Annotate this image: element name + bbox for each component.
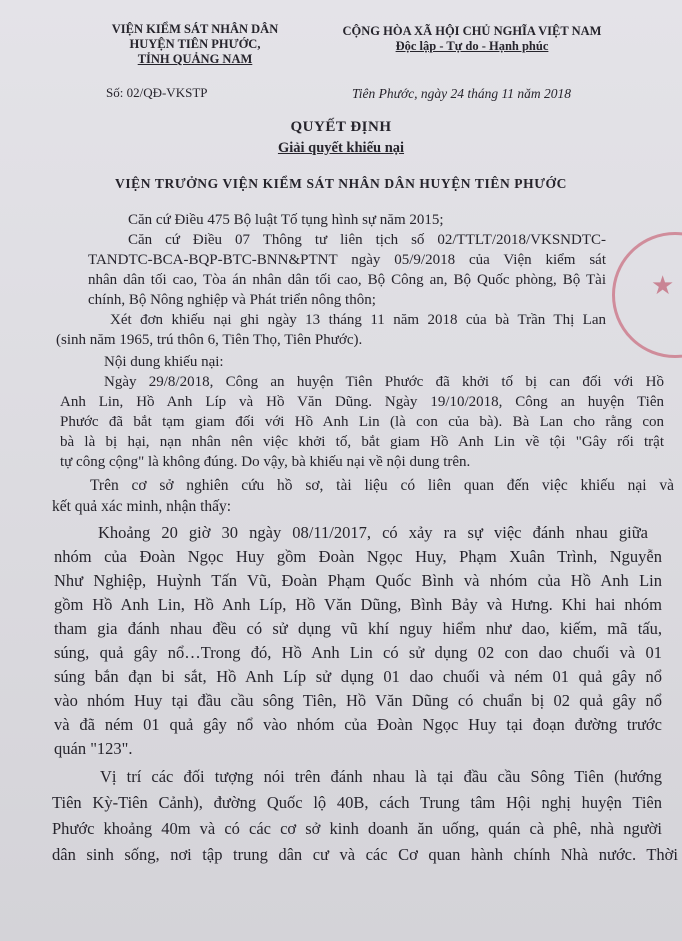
national-header	[322, 24, 622, 54]
agency-line-3: TỈNH QUẢNG NAM	[137, 52, 253, 66]
issuer-title: VIỆN TRƯỞNG VIỆN KIỂM SÁT NHÂN DÂN HUYỆN TIÊN PHƯỚC	[114, 176, 568, 191]
body-line: Anh Lin, Hồ Anh Líp và Hồ Văn Dũng. Ngày 19/10/2018, Công an huyện Tiên	[60, 394, 664, 410]
body-line: Căn cứ Điều 475 Bộ luật Tố tụng hình sự năm 2015;	[128, 212, 444, 228]
document-number: Số: 02/QĐ-VKSTP	[106, 85, 208, 100]
national-motto: Độc lập - Tự do - Hạnh phúc	[395, 39, 549, 53]
body-line: dân sinh sống, nơi tập trung dân cư và các Cơ quan hành chính Nhà nước. Thời	[52, 845, 678, 864]
issuing-agency	[90, 22, 300, 67]
red-seal-star-icon: ★	[612, 232, 682, 358]
body-line: nhân dân tối cao, Tòa án nhân dân tối cao, Bộ Công an, Bộ Quốc phòng, Bộ Tài	[88, 272, 606, 288]
body-line: Như Nghiệp, Huỳnh Tấn Vũ, Đoàn Phạm Quốc Bình và nhóm của Hồ Anh Lin	[54, 571, 662, 590]
body-line: Ngày 29/8/2018, Công an huyện Tiên Phước đã khởi tố bị can đối với Hồ	[104, 374, 664, 390]
body-line: súng, quả gây nổ…Trong đó, Hồ Anh Lin có sử dụng 02 con dao chuối và 01	[54, 643, 662, 662]
body-line: Vị trí các đối tượng nói trên đánh nhau là tại đầu cầu Sông Tiên (hướng	[100, 767, 662, 786]
body-line: kết quả xác minh, nhận thấy:	[52, 498, 232, 515]
document-subtitle: Giải quyết khiếu nại	[277, 140, 405, 156]
body-line: Xét đơn khiếu nại ghi ngày 13 tháng 11 năm 2018 của bà Trần Thị Lan	[110, 312, 606, 328]
body-line: súng bắn đạn bi sắt, Hồ Anh Líp sử dụng 01 dao chuối và ném 01 quả gây nổ	[54, 667, 662, 686]
body-line: Khoảng 20 giờ 30 ngày 08/11/2017, có xảy ra sự việc đánh nhau giữa	[98, 523, 648, 542]
body-line: Căn cứ Điều 07 Thông tư liên tịch số 02/TTLT/2018/VKSNDTC-	[128, 232, 606, 248]
nation-name: CỘNG HÒA XÃ HỘI CHỦ NGHĨA VIỆT NAM	[342, 24, 602, 38]
body-line: Phước đã bắt tạm giam đối với Hồ Anh Lin (là con của bà). Bà Lan cho rằng con	[60, 414, 664, 430]
body-line: tự công cộng" là không đúng. Do vậy, bà khiếu nại về nội dung trên.	[60, 454, 471, 470]
body-line: quán "123".	[54, 739, 133, 758]
body-line: và đã ném 01 quả gây nổ vào nhóm của Đoàn Ngọc Huy tại đoạn đường trước	[54, 715, 662, 734]
body-line: gồm Hồ Anh Lin, Hồ Anh Líp, Hồ Văn Dũng, Bình Bảy và Hưng. Khi hai nhóm	[54, 595, 662, 614]
agency-line-1: VIỆN KIỂM SÁT NHÂN DÂN	[111, 22, 279, 36]
body-line: vào nhóm Huy tại đầu cầu sông Tiên, Hồ Văn Dũng có chuẩn bị 02 quả gây nổ	[54, 691, 662, 710]
body-line: TANDTC-BCA-BQP-BTC-BNN&PTNT ngày 05/9/2018 của Viện kiểm sát	[88, 252, 606, 268]
body-line: (sinh năm 1965, trú thôn 6, Tiên Thọ, Tiên Phước).	[56, 332, 363, 348]
body-line: Phước khoảng 40m và có các cơ sở kinh doanh ăn uống, quán cà phê, nhà người	[52, 819, 662, 838]
body-line: bà là bị hại, nạn nhân nên việc khởi tố, bắt giam Hồ Anh Lin về tội "Gây rối trật	[60, 434, 664, 450]
place-and-date: Tiên Phước, ngày 24 tháng 11 năm 2018	[352, 86, 572, 101]
body-line: Trên cơ sở nghiên cứu hồ sơ, tài liệu có liên quan đến việc khiếu nại và	[90, 477, 674, 494]
body-line: chính, Bộ Nông nghiệp và Phát triển nông thôn;	[88, 292, 376, 308]
body-line: Nội dung khiếu nại:	[104, 354, 224, 370]
body-line: nhóm của Đoàn Ngọc Huy gồm Đoàn Ngọc Huy, Phạm Xuân Trình, Nguyễn	[54, 547, 662, 566]
body-line: tham gia đánh nhau đều có sử dụng vũ khí nguy hiểm như dao, kiếm, mã tấu,	[54, 619, 662, 638]
document-title: QUYẾT ĐỊNH	[290, 119, 392, 135]
body-line: Tiên Kỳ-Tiên Cảnh), đường Quốc lộ 40B, cách Trung tâm Hội nghị huyện Tiên	[52, 793, 662, 812]
agency-line-2: HUYỆN TIÊN PHƯỚC,	[129, 37, 261, 51]
